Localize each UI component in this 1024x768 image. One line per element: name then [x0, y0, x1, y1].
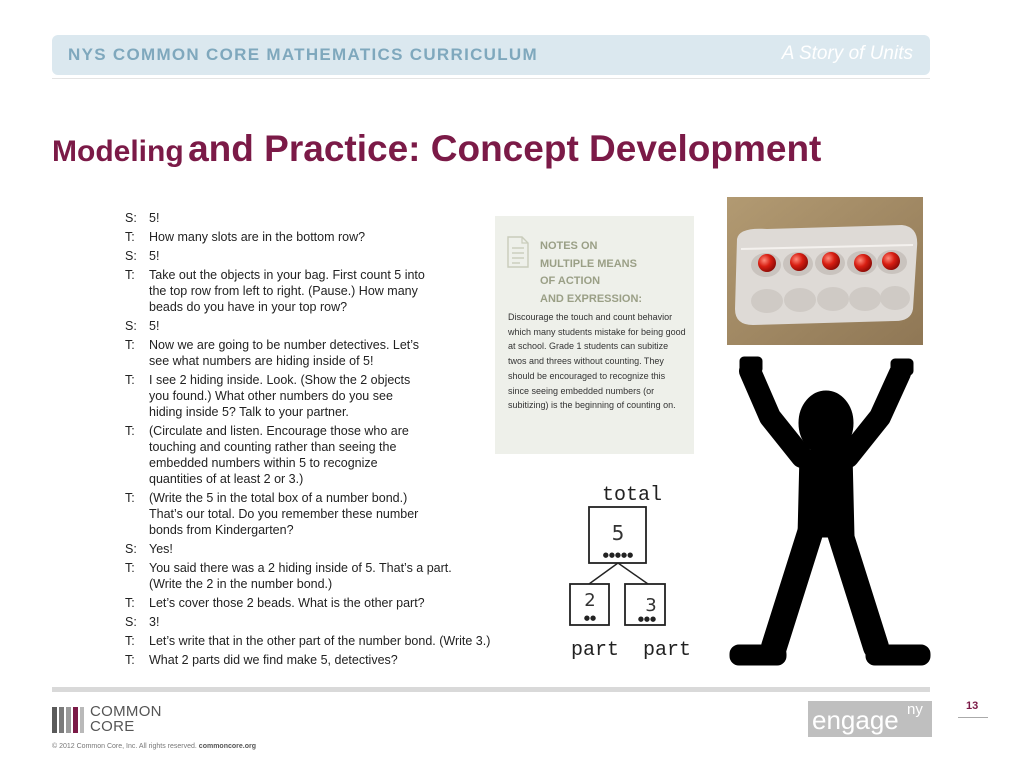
common-core-logo-icon	[52, 707, 84, 733]
speaker-label: T:	[125, 338, 135, 352]
dialogue-text: 5!	[149, 249, 160, 263]
part-dots-right: ●●●	[637, 615, 657, 623]
dialogue-text: Take out the objects in your bag. First count 5 into the top row from left to right. (Pause.) How many beads do you have in your top row?	[149, 268, 425, 314]
slide-title-part1: Modeling	[52, 135, 184, 168]
dialogue-line	[125, 595, 545, 611]
dialogue-text: You said there was a 2 hiding inside of 5. That’s a part. (Write the 2 in the number bond.)	[149, 561, 452, 591]
notes-page-icon	[507, 236, 529, 268]
slide-title	[52, 128, 821, 170]
part-label-right: part	[642, 639, 692, 662]
dialogue-line	[125, 248, 545, 264]
speaker-label: S:	[125, 319, 137, 333]
dialogue-line	[125, 614, 545, 630]
copyright-site-link[interactable]: commoncore.org	[198, 743, 256, 750]
egg-carton-photo	[727, 197, 923, 345]
dialogue-text: 5!	[149, 211, 160, 225]
speaker-label: T:	[125, 561, 135, 575]
total-label: total	[601, 484, 663, 507]
total-dots: ●●●●●	[602, 551, 634, 559]
dialogue-text: Let’s cover those 2 beads. What is the other part?	[149, 596, 425, 610]
notes-box	[495, 216, 694, 454]
speaker-label: T:	[125, 491, 135, 505]
engageny-sup: ny	[907, 701, 923, 718]
dialogue-line	[125, 337, 545, 369]
speaker-label: S:	[125, 249, 137, 263]
notes-title: NOTES ON MULTIPLE MEANS OF ACTION AND EXPRESSION:	[540, 240, 643, 305]
speaker-label: S:	[125, 211, 137, 225]
header-divider	[52, 78, 930, 79]
part-number-left: 2	[584, 590, 596, 611]
dialogue-text: What 2 parts did we find make 5, detectives?	[149, 653, 398, 667]
number-bond-diagram	[562, 480, 702, 665]
story-title: A Story of Units	[781, 43, 913, 64]
dialogue-text: (Circulate and listen. Encourage those who are touching and counting rather than seeing the embedded numbers within 5 to recognize quantities of at least 2 or 3.)	[149, 424, 409, 486]
dialogue-text: Now we are going to be number detectives. Let’s see what numbers are hiding inside of 5!	[149, 338, 420, 368]
engageny-word: engage	[812, 705, 899, 735]
dialogue-line	[125, 267, 545, 315]
speaker-label: S:	[125, 542, 137, 556]
dialogue-text: 5!	[149, 319, 160, 333]
dialogue-line	[125, 423, 545, 487]
dialogue-line	[125, 490, 545, 538]
footer-divider	[52, 687, 930, 692]
dialogue-line	[125, 541, 545, 557]
dialogue-text: How many slots are in the bottom row?	[149, 230, 366, 244]
dialogue-line	[125, 372, 545, 420]
dialogue-text: Let’s write that in the other part of the number bond. (Write 3.)	[149, 634, 491, 648]
copyright-notice: © 2012 Common Core, Inc. All rights reserved. commoncore.org	[52, 743, 256, 750]
dialogue-line	[125, 633, 545, 649]
speaker-label: T:	[125, 653, 135, 667]
speaker-label: T:	[125, 424, 135, 438]
speaker-label: T:	[125, 268, 135, 282]
speaker-label: T:	[125, 634, 135, 648]
speaker-label: S:	[125, 615, 137, 629]
dialogue-text: (Write the 5 in the total box of a number bond.) That’s our total. Do you remember these number bonds from Kindergarten?	[149, 491, 419, 537]
part-dots-left: ●●	[583, 614, 597, 622]
part-number-right: 3	[645, 595, 657, 616]
speaker-label: T:	[125, 596, 135, 610]
notes-body: Discourage the touch and count behavior which many students mistake for being good at school. Grade 1 students can subitize twos and threes without counting. They should be encouraged to recognize this since seeing embedded numbers (or subitizing) is the beginning of counting on.	[508, 312, 686, 411]
dialogue-line	[125, 318, 545, 334]
engageny-logo	[808, 701, 932, 737]
header-bar	[52, 35, 930, 75]
page-number: 13	[966, 700, 979, 712]
dialogue-text: I see 2 hiding inside. Look. (Show the 2 objects you found.) What other numbers do you see hiding inside 5? Talk to your partner.	[149, 373, 411, 419]
dialogue-text: 3!	[149, 615, 160, 629]
total-number: 5	[611, 521, 625, 545]
part-label-left: part	[570, 639, 620, 662]
dialogue-transcript	[125, 210, 545, 668]
dialogue-line	[125, 560, 545, 592]
dialogue-line	[125, 229, 545, 245]
speaker-label: T:	[125, 230, 135, 244]
page-number-underline	[958, 717, 988, 718]
dialogue-text: Yes!	[149, 542, 173, 556]
slide-title-part2: and Practice: Concept Development	[188, 128, 822, 169]
bond-line-right	[618, 563, 648, 584]
dialogue-line	[125, 652, 545, 668]
curriculum-title: NYS COMMON CORE MATHEMATICS CURRICULUM	[68, 45, 538, 64]
speaker-label: T:	[125, 373, 135, 387]
dialogue-line	[125, 210, 545, 226]
stick-figure-arms-up	[728, 347, 932, 669]
common-core-logo-text: COMMON CORE	[90, 703, 162, 735]
bond-line-left	[589, 563, 618, 584]
